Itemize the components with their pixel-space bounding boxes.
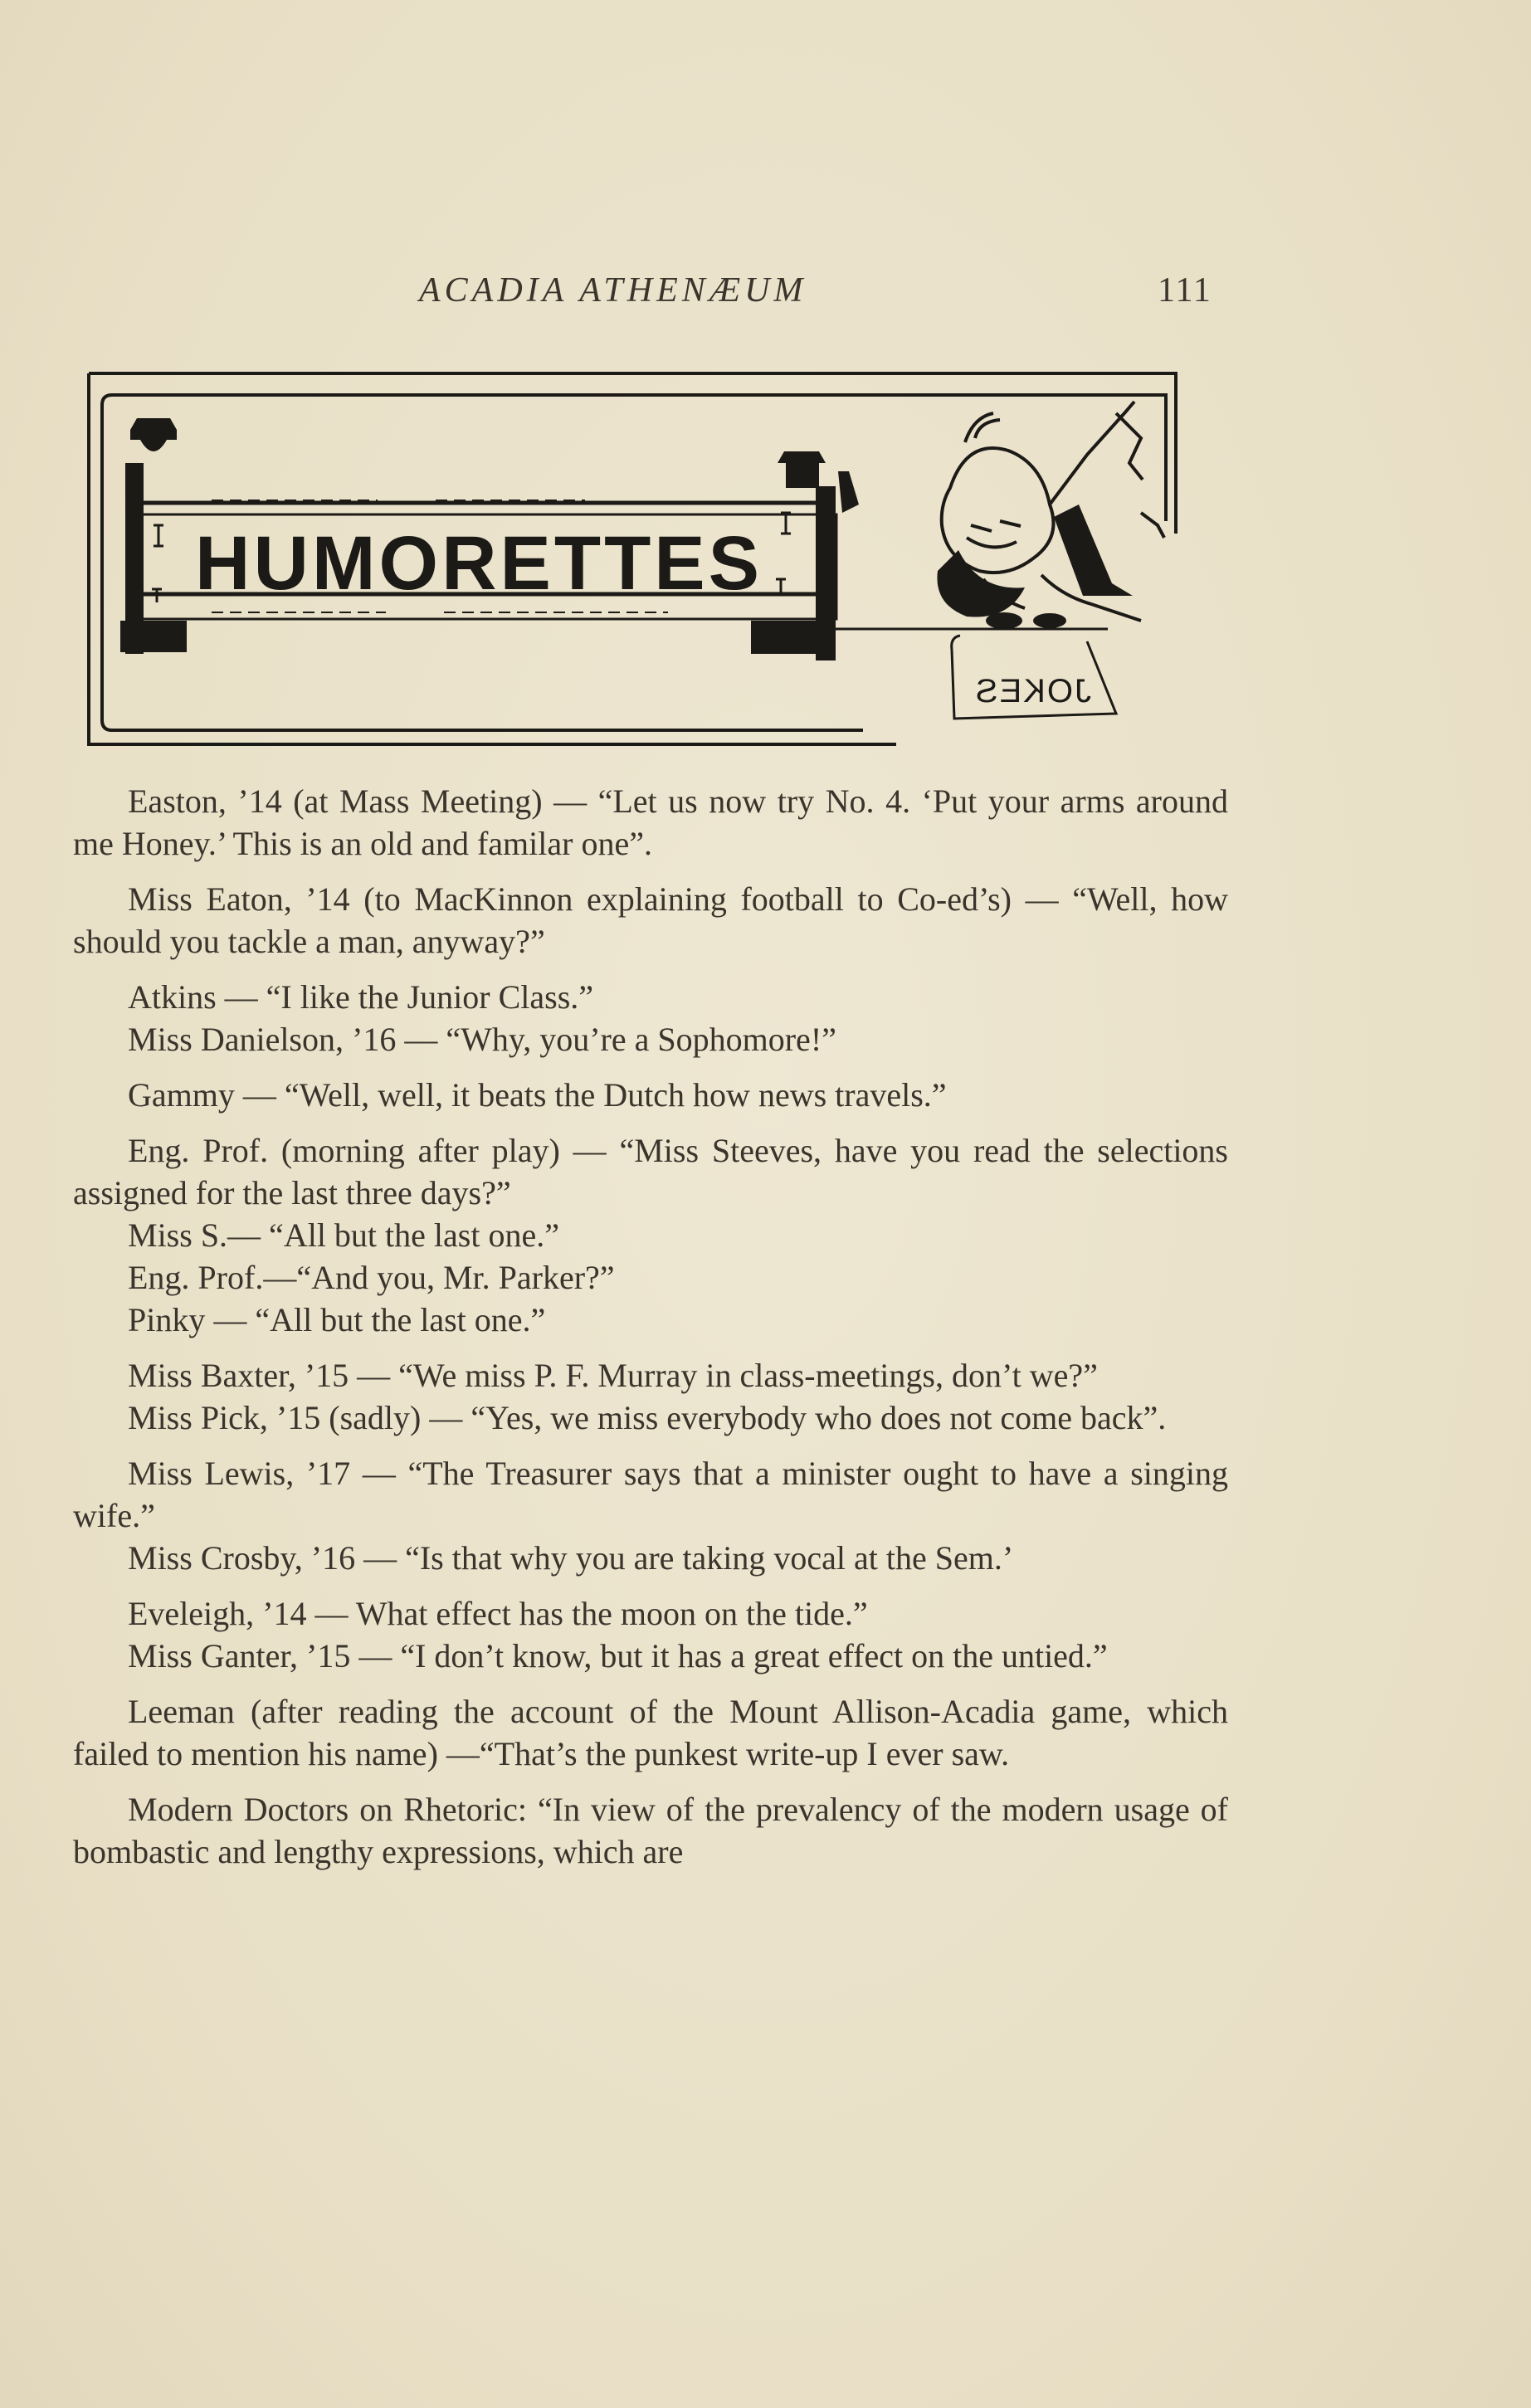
paragraph: Eng. Prof.—“And you, Mr. Parker?” xyxy=(128,1259,615,1296)
paragraph: Miss Lewis, ’17 — “The Treasurer says that a minister ought to have a singing wife.” xyxy=(73,1455,1228,1534)
paragraph: Miss Ganter, ’15 — “I don’t know, but it has a great effect on the untied.” xyxy=(128,1637,1108,1674)
paragraph: Miss S.— “All but the last one.” xyxy=(128,1216,559,1254)
paragraph: Eveleigh, ’14 — What effect has the moon on the tide.” xyxy=(128,1595,868,1632)
paragraph: Atkins — “I like the Junior Class.” xyxy=(128,978,594,1016)
paragraph: Modern Doctors on Rhetoric: “In view of the prevalency of the modern usage of bombastic and lengthy expressions, which are xyxy=(73,1791,1228,1870)
paragraph: Miss Eaton, ’14 (to MacKinnon explaining football to Co-ed’s) — “Well, how should you tackle a man, anyway?” xyxy=(73,880,1228,960)
paragraph: Miss Crosby, ’16 — “Is that why you are taking vocal at the Sem.’ xyxy=(128,1539,1014,1577)
paragraph: Gammy — “Well, well, it beats the Dutch how news travels.” xyxy=(128,1076,947,1114)
jokes-sign-text: JOKES xyxy=(973,673,1091,709)
paragraph: Leeman (after reading the account of the Mount Allison-Acadia game, which failed to mention his name) —“That’s the punkest write-up I ever saw. xyxy=(73,1693,1228,1772)
running-header xyxy=(0,271,1531,320)
paragraph: Miss Baxter, ’15 — “We miss P. F. Murray in class-meetings, don’t we?” xyxy=(128,1357,1098,1394)
paragraph: Easton, ’14 (at Mass Meeting) — “Let us now try No. 4. ‘Put your arms around me Honey.’ This is an old and familar one”. xyxy=(73,782,1228,862)
humorettes-banner-illustration xyxy=(87,372,1182,749)
running-title: ACADIA ATHENÆUM xyxy=(419,271,807,310)
paragraph: Eng. Prof. (morning after play) — “Miss Steeves, have you read the selections assigned for the last three days?” xyxy=(73,1132,1228,1211)
page-number: 111 xyxy=(1158,271,1212,310)
body-text xyxy=(73,780,1228,1873)
banner-heading: HUMORETTES xyxy=(195,521,763,606)
paragraph: Pinky — “All but the last one.” xyxy=(128,1301,546,1338)
paragraph: Miss Danielson, ’16 — “Why, you’re a Sophomore!” xyxy=(128,1021,836,1058)
paragraph: Miss Pick, ’15 (sadly) — “Yes, we miss everybody who does not come back”. xyxy=(128,1399,1167,1436)
